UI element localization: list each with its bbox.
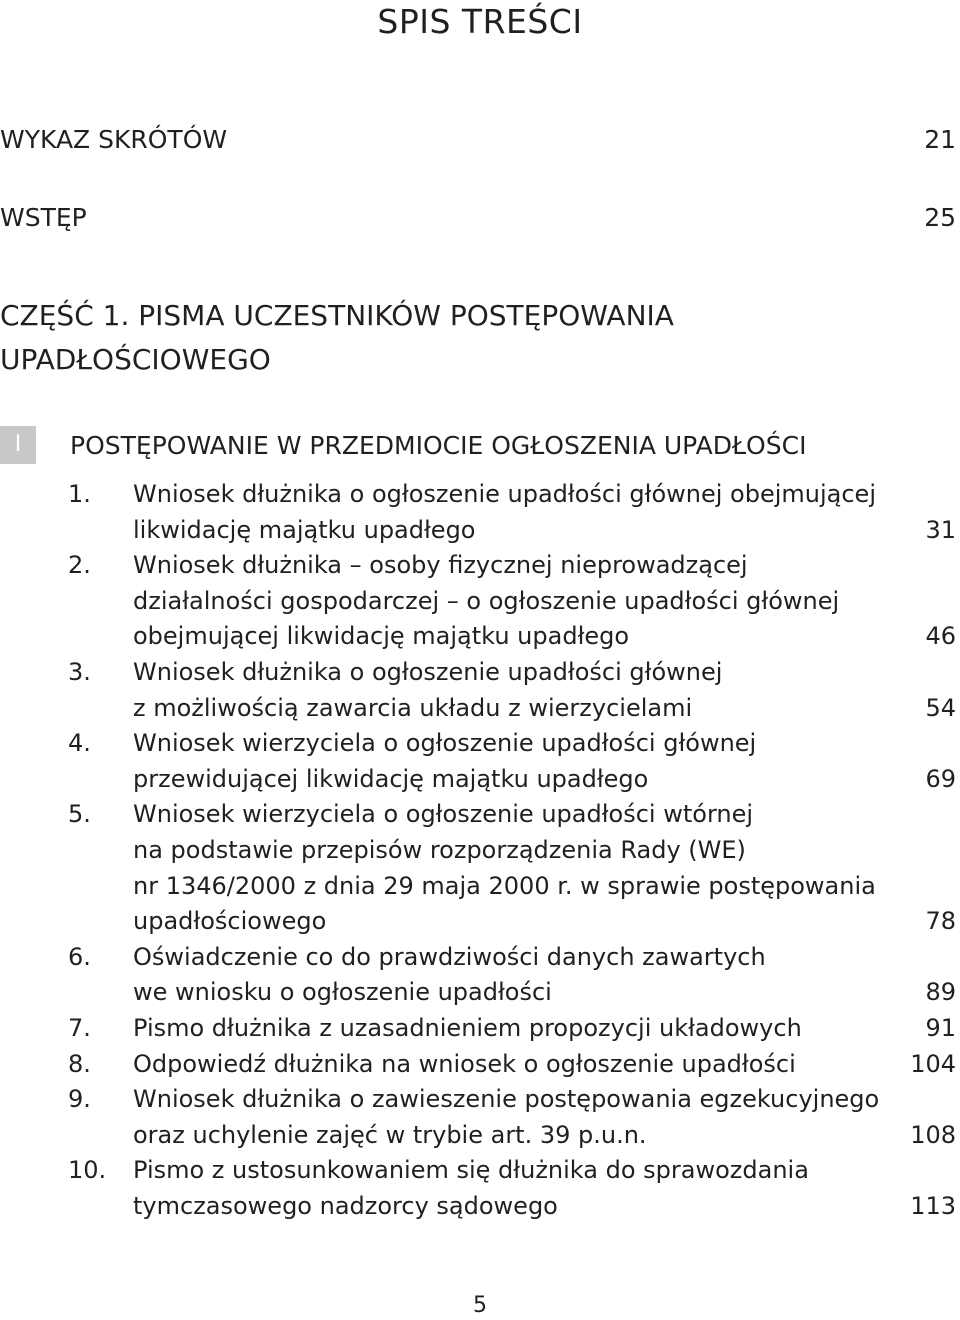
entry-title-line: Pismo z ustosunkowaniem się dłużnika do sprawozdania — [133, 1156, 809, 1185]
entry-number: 2. — [68, 551, 91, 580]
toc-page-number: 25 — [924, 203, 956, 232]
toc-page-number: 46 — [925, 622, 956, 651]
toc-page-number: 31 — [925, 515, 956, 544]
toc-entry[interactable] — [0, 1082, 956, 1153]
toc-row-introduction[interactable] — [0, 200, 956, 236]
toc-page-number: 54 — [925, 693, 956, 722]
toc-entry-list — [0, 477, 956, 1224]
toc-entry[interactable] — [0, 477, 956, 548]
toc-page-number: 69 — [925, 764, 956, 793]
chapter-marker: I — [0, 426, 36, 464]
toc-page-number: 91 — [925, 1013, 956, 1042]
entry-title-line: przewidującej likwidację majątku upadłego — [133, 764, 649, 793]
entry-title-line: nr 1346/2000 z dnia 29 maja 2000 r. w sprawie postępowania — [133, 871, 876, 900]
entry-number: 6. — [68, 942, 91, 971]
chapter-title: POSTĘPOWANIE W PRZEDMIOCIE OGŁOSZENIA UPADŁOŚCI — [70, 431, 807, 460]
entry-title-line: Wniosek dłużnika o ogłoszenie upadłości głównej obejmującej — [133, 480, 876, 508]
entry-title-line: we wniosku o ogłoszenie upadłości — [133, 978, 552, 1007]
entry-title-line: Wniosek wierzyciela o ogłoszenie upadłości wtórnej — [133, 800, 754, 829]
toc-entry[interactable] — [0, 1153, 956, 1224]
toc-entry[interactable] — [0, 548, 956, 655]
toc-page-number: 108 — [910, 1120, 956, 1149]
entry-title-line: Wniosek dłużnika – osoby fizycznej nieprowadzącej — [133, 551, 748, 580]
part-heading-line: UPADŁOŚCIOWEGO — [0, 343, 271, 376]
toc-entry[interactable] — [0, 940, 956, 1011]
toc-entry[interactable] — [0, 1011, 956, 1047]
entry-title-line: obejmującej likwidację majątku upadłego — [133, 622, 630, 651]
toc-entry[interactable] — [0, 1047, 956, 1083]
toc-page-number: 113 — [910, 1191, 956, 1220]
entry-number: 9. — [68, 1085, 91, 1114]
entry-title-line: z możliwością zawarcia układu z wierzycielami — [133, 693, 693, 722]
toc-row-abbreviations[interactable] — [0, 122, 956, 158]
part-heading-line: CZĘŚĆ 1. PISMA UCZESTNIKÓW POSTĘPOWANIA — [0, 299, 674, 332]
entry-number: 1. — [68, 480, 91, 508]
entry-title-line: oraz uchylenie zajęć w trybie art. 39 p.u.n. — [133, 1120, 647, 1149]
entry-title-line: Odpowiedź dłużnika na wniosek o ogłoszenie upadłości — [133, 1049, 796, 1078]
entry-title-line: Wniosek wierzyciela o ogłoszenie upadłości głównej — [133, 729, 757, 758]
toc-page-number: 21 — [924, 125, 956, 154]
entry-number: 3. — [68, 657, 91, 686]
entry-number: 5. — [68, 800, 91, 829]
page-folio: 5 — [473, 1293, 487, 1318]
entry-number: 4. — [68, 729, 91, 758]
toc-row-label: WSTĘP — [0, 203, 87, 232]
toc-page-number: 78 — [925, 907, 956, 936]
toc-page-number: 89 — [925, 978, 956, 1007]
entry-number: 7. — [68, 1013, 91, 1042]
entry-title-line: Oświadczenie co do prawdziwości danych zawartych — [133, 942, 766, 971]
page-title: SPIS TREŚCI — [377, 2, 583, 41]
entry-title-line: tymczasowego nadzorcy sądowego — [133, 1191, 558, 1220]
toc-page-number: 104 — [910, 1049, 956, 1078]
entry-title-line: Pismo dłużnika z uzasadnieniem propozycji układowych — [133, 1013, 802, 1042]
entry-number: 10. — [68, 1156, 107, 1185]
toc-entry[interactable] — [0, 726, 956, 797]
toc-entry[interactable] — [0, 655, 956, 726]
entry-title-line: na podstawie przepisów rozporządzenia Rady (WE) — [133, 835, 746, 864]
entry-number: 8. — [68, 1049, 91, 1078]
part-heading — [0, 294, 900, 382]
entry-title-line: Wniosek dłużnika o zawieszenie postępowania egzekucyjnego — [133, 1085, 880, 1114]
toc-entry[interactable] — [0, 797, 956, 939]
entry-title-line: upadłościowego — [133, 907, 327, 936]
entry-title-line: działalności gospodarczej – o ogłoszenie upadłości głównej — [133, 586, 840, 615]
entry-title-line: Wniosek dłużnika o ogłoszenie upadłości głównej — [133, 657, 723, 686]
toc-row-label: WYKAZ SKRÓTÓW — [0, 125, 228, 154]
entry-title-line: likwidację majątku upadłego — [133, 515, 476, 544]
